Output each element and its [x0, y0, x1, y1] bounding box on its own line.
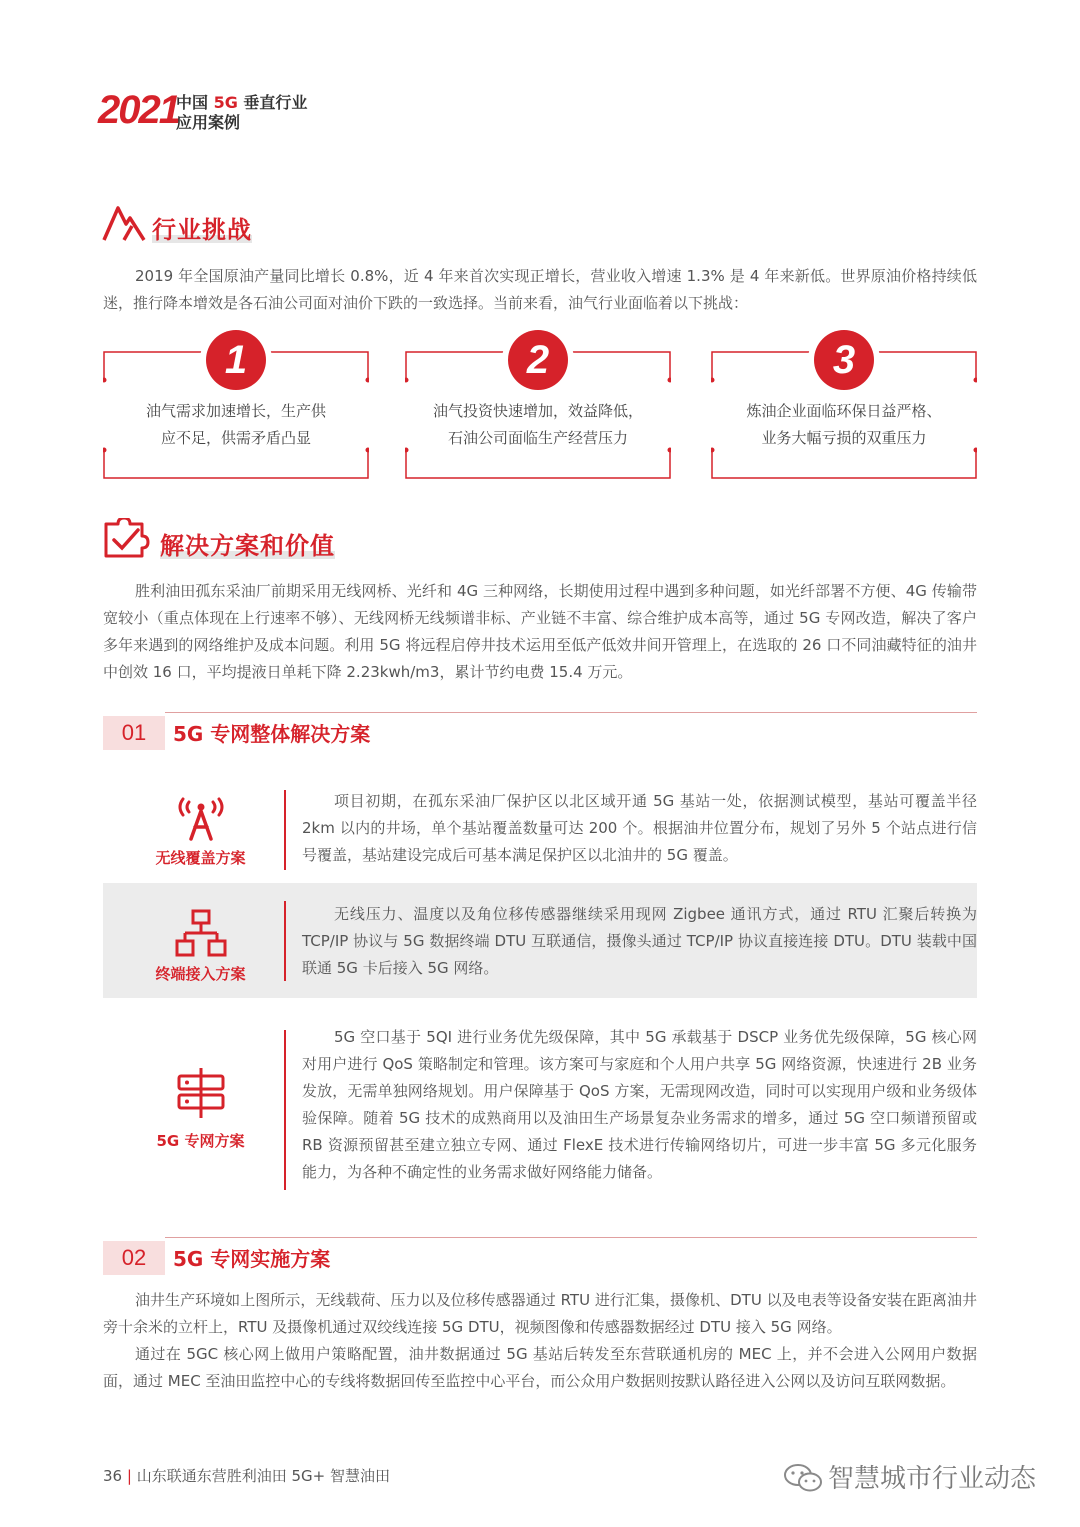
section-title-challenge: 行业挑战	[152, 210, 252, 243]
row-text: 无线压力、温度以及角位移传感器继续采用现网 Zigbee 通讯方式，通过 RTU 汇聚后转换为 TCP/IP 协议与 5G 数据终端 DTU 互联通信，摄像头通过 TCP/IP 协议直接连接 DTU。DTU 装载中国联通 5G 卡后接入 5G 网络。	[302, 905, 977, 977]
challenge-text: 油气投资快速增加，效益降低， 石油公司面临生产经营压力	[432, 402, 643, 447]
section-title-solution: 解决方案和价值	[160, 526, 335, 559]
challenge-intro: 2019 年全国原油产量同比增长 0.8%，近 4 年来首次实现正增长，营业收入增速 1.3% 是 4 年来新低。世界原油价格持续低迷，推行降本增效是各石油公司面对油价下跌的一致选择。当前来看，油气行业面临着以下挑战：	[103, 267, 977, 312]
footer-title: 山东联通东营胜利油田 5G+ 智慧油田	[136, 1467, 390, 1485]
report-title-line1: 中国 5G 垂直行业	[176, 93, 308, 112]
implementation-paragraph-1: 油井生产环境如上图所示，无线载荷、压力以及位移传感器通过 RTU 进行汇集，摄像机、DTU 以及电表等设备安装在距离油井旁十余米的立杆上，RTU 及摄像机通过双绞线连接 5G DTU，视频图像和传感器数据经过 DTU 接入 5G 网络。	[103, 1291, 977, 1336]
challenge-number-badge: 2	[508, 330, 568, 390]
subsection-number: 01	[103, 716, 165, 750]
subsection-header-02	[103, 1235, 977, 1275]
report-year-logo: 2021	[98, 88, 179, 132]
solution-row-private-network	[103, 1022, 977, 1192]
row-caption: 无线覆盖方案	[155, 849, 246, 867]
subsection-title: 5G 专网整体解决方案	[173, 722, 371, 746]
row-divider	[284, 901, 286, 981]
challenge-text: 油气需求加速增长，生产供 应不足，供需矛盾凸显	[145, 402, 326, 447]
challenge-number-badge: 1	[206, 330, 266, 390]
subsection-number: 02	[103, 1241, 165, 1275]
row-divider	[284, 1030, 286, 1190]
challenge-card-2	[405, 338, 671, 480]
implementation-paragraph-2: 通过在 5GC 核心网上做用户策略配置，油井数据通过 5G 基站后转发至东营联通机房的 MEC 上，并不会进入公网用户数据面，通过 MEC 至油田监控中心的专线将数据回传至监控中心平台，而公众用户数据则按默认路径进入公网以及访问互联网数据。	[103, 1345, 977, 1390]
row-divider	[284, 790, 286, 870]
page-number: 36	[103, 1467, 123, 1485]
warning-mountain-icon	[102, 204, 146, 242]
antenna-icon	[173, 793, 229, 843]
subsection-header-01	[103, 710, 977, 750]
challenge-card-1	[103, 338, 369, 480]
header-rule	[165, 1237, 977, 1238]
header-rule	[165, 712, 977, 713]
subsection-title: 5G 专网实施方案	[173, 1247, 331, 1271]
wechat-icon	[783, 1462, 823, 1494]
row-caption: 终端接入方案	[155, 965, 246, 983]
puzzle-check-icon	[102, 518, 152, 558]
report-title-line2: 应用案例	[176, 113, 241, 132]
challenge-text: 炼油企业面临环保日益严格、 业务大幅亏损的双重压力	[746, 402, 942, 447]
row-text: 项目初期，在孤东采油厂保护区以北区域开通 5G 基站一处，依据测试模型，基站可覆盖半径 2km 以内的井场，单个基站覆盖数量可达 200 个。根据油井位置分布，规划了另外 5 个站点进行信号覆盖，基站建设完成后可基本满足保护区以北油井的 5G 覆盖。	[302, 792, 977, 864]
row-caption: 5G 专网方案	[156, 1132, 245, 1150]
page-footer: 36 | 山东联通东营胜利油田 5G+ 智慧油田	[103, 1467, 390, 1485]
row-text: 5G 空口基于 5QI 进行业务优先级保障，其中 5G 承载基于 DSCP 业务优先级保障，5G 核心网对用户进行 QoS 策略制定和管理。该方案可与家庭和个人用户共享 5G 网络资源，快速进行 2B 业务发放，无需单独网络规划。用户保障基于 QoS 方案，无需现网改造，同时可以实现用户级和业务级体验保障。随着 5G 技术的成熟商用以及油田生产场景复杂业务需求的增多，通过 5G 空口频谱预留或 RB 资源预留甚至建立独立专网、通过 FlexE 技术进行传输网络切片，可进一步丰富 5G 多元化服务能力，为各种不确定性的业务需求做好网络能力储备。	[302, 1028, 977, 1181]
solution-intro: 胜利油田孤东采油厂前期采用无线网桥、光纤和 4G 三种网络，长期使用过程中遇到多种问题，如光纤部署不方便、4G 传输带宽较小（重点体现在上行速率不够）、无线网桥无线频谱非标、产业链不丰富、综合维护成本高等，通过 5G 专网改造，解决了客户多年来遇到的网络维护及成本问题。利用 5G 将远程启停井技术运用至低产低效井间开管理上，在选取的 26 口不同油藏特征的油井中创效 16 口，平均提液日单耗下降 2.23kwh/m3，累计节约电费 15.4 万元。	[103, 582, 977, 681]
server-icon	[173, 1068, 229, 1118]
solution-row-wireless	[103, 785, 977, 875]
challenge-number-badge: 3	[814, 330, 874, 390]
solution-row-terminal	[103, 883, 977, 998]
watermark-text: 智慧城市行业动态	[828, 1464, 1037, 1494]
network-topology-icon	[173, 909, 229, 959]
challenge-card-3	[711, 338, 977, 480]
